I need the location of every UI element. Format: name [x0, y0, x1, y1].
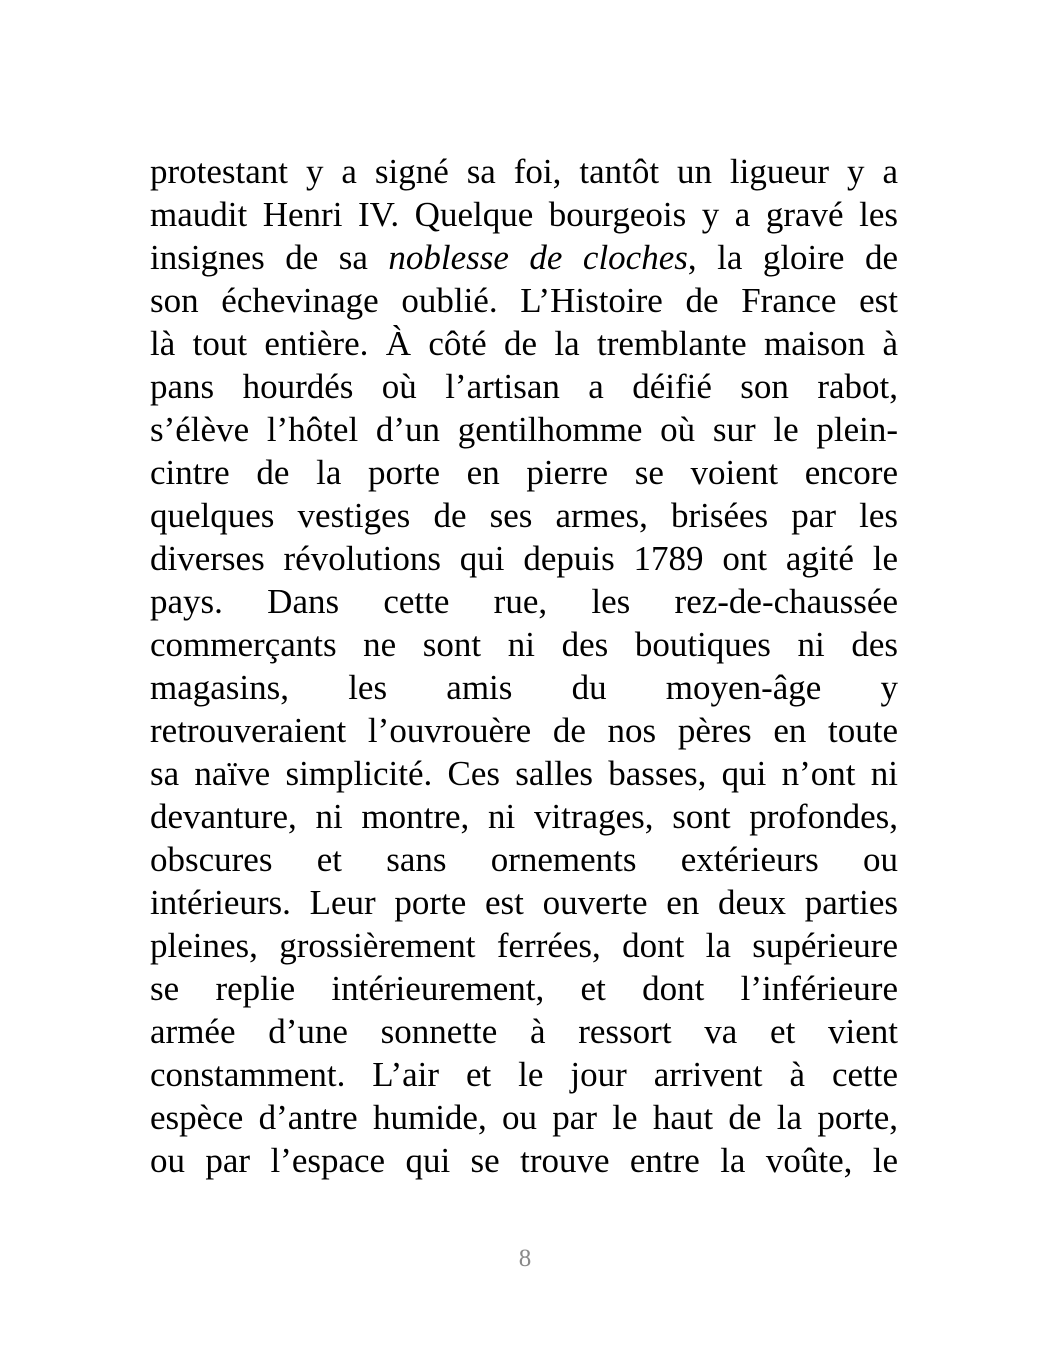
text-line-22: constamment. L’air et le jour arrivent à cette	[150, 1055, 898, 1094]
text-line-18: intérieurs. Leur porte est ouverte en deux parties	[150, 883, 898, 922]
text-line-23: espèce d’antre humide, ou par le haut de la porte,	[150, 1098, 898, 1137]
text-line-16: devanture, ni montre, ni vitrages, sont profondes,	[150, 797, 898, 836]
text-line-13: magasins, les amis du moyen-âge y	[150, 668, 898, 707]
text-line-14: retrouveraient l’ouvrouère de nos pères en toute	[150, 711, 898, 750]
body-text	[150, 150, 898, 1182]
text-line-2: maudit Henri IV. Quelque bourgeois y a gravé les	[150, 195, 898, 234]
text-line-3	[150, 236, 898, 279]
text-line-8: cintre de la porte en pierre se voient encore	[150, 453, 898, 492]
text-line-11: pays. Dans cette rue, les rez-de-chaussée	[150, 582, 898, 621]
italic-phrase: noblesse de cloches	[388, 238, 688, 277]
text-line-4: son échevinage oublié. L’Histoire de France est	[150, 281, 898, 320]
text-line-20: se replie intérieurement, et dont l’inférieure	[150, 969, 898, 1008]
text-line-10: diverses révolutions qui depuis 1789 ont agité le	[150, 539, 898, 578]
text-line-5: là tout entière. À côté de la tremblante maison à	[150, 324, 898, 363]
text-line-3-before: insignes de sa	[150, 238, 389, 277]
text-line-24: ou par l’espace qui se trouve entre la voûte, le	[150, 1141, 898, 1180]
text-line-1: protestant y a signé sa foi, tantôt un ligueur y a	[150, 152, 898, 191]
text-line-21: armée d’une sonnette à ressort va et vient	[150, 1012, 898, 1051]
text-line-7: s’élève l’hôtel d’un gentilhomme où sur le plein-	[150, 410, 898, 449]
text-line-3-after: , la gloire de	[687, 238, 898, 277]
text-line-15: sa naïve simplicité. Ces salles basses, qui n’ont ni	[150, 754, 898, 793]
page-number: 8	[518, 1245, 532, 1272]
text-line-17: obscures et sans ornements extérieurs ou	[150, 840, 898, 879]
text-line-19: pleines, grossièrement ferrées, dont la supérieure	[150, 926, 898, 965]
text-line-9: quelques vestiges de ses armes, brisées par les	[150, 496, 898, 535]
text-line-6: pans hourdés où l’artisan a déifié son rabot,	[150, 367, 898, 406]
text-line-12: commerçants ne sont ni des boutiques ni des	[150, 625, 898, 664]
